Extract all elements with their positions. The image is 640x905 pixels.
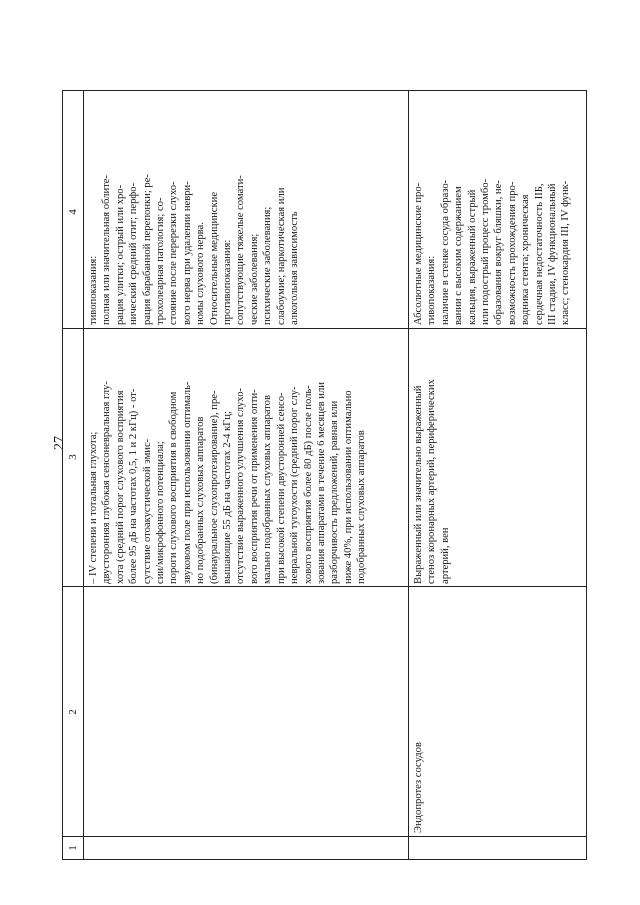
text-line: при высокой степени двусторонней сенсо- xyxy=(275,392,287,584)
text-line: номы слухового нерва. xyxy=(195,222,207,325)
text-line: противопоказания: xyxy=(222,239,234,325)
text-line: (бинауральное слухопротезирование), пре- xyxy=(208,390,220,584)
text-line: но подобранных слуховых аппаратов xyxy=(195,416,207,584)
text-line: артерий, вен xyxy=(439,527,451,584)
text-line: образования вокруг бляшки, не- xyxy=(493,180,505,325)
text-line: рация улитки; острый или хро- xyxy=(114,184,126,325)
text-line: хота (средний порог слухового восприятия xyxy=(114,390,126,584)
row1-criteria-cell xyxy=(87,332,405,584)
text-line: невральной тугоухости (средний порог слу- xyxy=(289,386,301,584)
text-line: пороги слухового восприятия в свободном xyxy=(168,391,180,584)
column-divider-2 xyxy=(63,586,586,587)
row2-contraindications-cell xyxy=(412,93,582,325)
text-line: подобранных слуховых аппаратов xyxy=(356,430,368,584)
text-line: мально подобранных слуховых аппаратов xyxy=(262,395,274,584)
text-line: психические заболевания; xyxy=(262,206,274,325)
row-divider xyxy=(408,91,409,859)
text-line: – IV степени и тотальная глухота; xyxy=(88,431,99,584)
text-line: наличие в стенке сосуда образо- xyxy=(439,179,451,325)
text-line: ческие заболевания; xyxy=(248,233,260,325)
column-header-2: 2 xyxy=(67,709,79,715)
text-line: двусторонняя глубокая сенсоневральная глу- xyxy=(101,381,113,584)
text-line: кальция, выраженный острый xyxy=(466,189,478,325)
column-header-3: 3 xyxy=(67,454,79,460)
text-line: вого восприятия речи от применения опти- xyxy=(248,389,260,584)
column-header-4: 4 xyxy=(67,209,79,215)
text-line: тивопоказания: xyxy=(426,255,438,325)
text-line: слабоумие; наркотическая или xyxy=(275,187,287,325)
text-line: или подострый процесс тромбо- xyxy=(480,178,492,325)
text-line: вого нерва при удалении неври- xyxy=(181,181,193,325)
text-line: тивопоказания: xyxy=(88,255,99,325)
text-line: нический средний отит; перфо- xyxy=(128,182,140,325)
text-line: сии/микрофонного потенциала; xyxy=(155,441,167,584)
column-divider-1 xyxy=(63,836,586,837)
text-line: полная или значительная облите- xyxy=(101,175,113,325)
text-line: сердечная недостаточность IIБ, xyxy=(533,183,545,325)
contraindications-table xyxy=(62,90,587,860)
text-line: более 95 дБ на частотах 0,5, 1 и 2 кГц) - от- xyxy=(128,388,140,584)
text-line: сопутствующие тяжелые сомати- xyxy=(235,175,247,325)
header-row-bottom xyxy=(83,91,84,859)
text-line: Выраженный или значительно выраженный xyxy=(413,385,424,584)
text-line: зования аппаратами в течение 6 месяцев или xyxy=(315,382,327,584)
row1-contraindications-cell xyxy=(87,93,405,325)
text-line: трохолеарная патология; со- xyxy=(155,197,167,325)
text-line: возможность прохождения про- xyxy=(506,181,518,325)
text-line: Относительные медицинские xyxy=(208,191,220,325)
column-header-1: 1 xyxy=(67,845,79,851)
text-line: ниже 40%, при использовании оптимально xyxy=(342,390,354,584)
row2-criteria-cell xyxy=(412,332,582,584)
text-line: хового восприятия более 80 дБ) после поль- xyxy=(302,385,314,584)
row2-device-name: Эндопротез сосудов xyxy=(413,742,424,833)
text-line: Абсолютные медицинские про- xyxy=(413,182,424,325)
text-line: стеноз коронарных артерий, периферических xyxy=(426,379,438,584)
text-line: отсутствие выраженного улучшения слухо- xyxy=(235,387,247,584)
text-line: звуковом поле при использовании оптималь- xyxy=(181,381,193,584)
text-line: разборчивость предложений, равная или xyxy=(329,400,341,584)
page-number: 27 xyxy=(52,436,67,450)
text-line: класс; стенокардия III, IV функ- xyxy=(560,180,572,325)
text-line: алкогольная зависимость xyxy=(289,211,301,325)
text-line: сутствие отоакустической эмис- xyxy=(141,438,153,584)
text-line: рация барабанной перепонки; ре- xyxy=(141,174,153,325)
text-line: водника стента; хроническая xyxy=(520,194,532,325)
column-divider-3 xyxy=(63,328,586,329)
text-line: III стадии, IV функциональный xyxy=(547,183,559,325)
text-line: стояние после перерезки слухо- xyxy=(168,181,180,325)
text-line: вышающие 55 дБ на частотах 2-4 кГц; xyxy=(222,411,234,584)
text-line: вании с высоким содержанием xyxy=(453,186,465,325)
